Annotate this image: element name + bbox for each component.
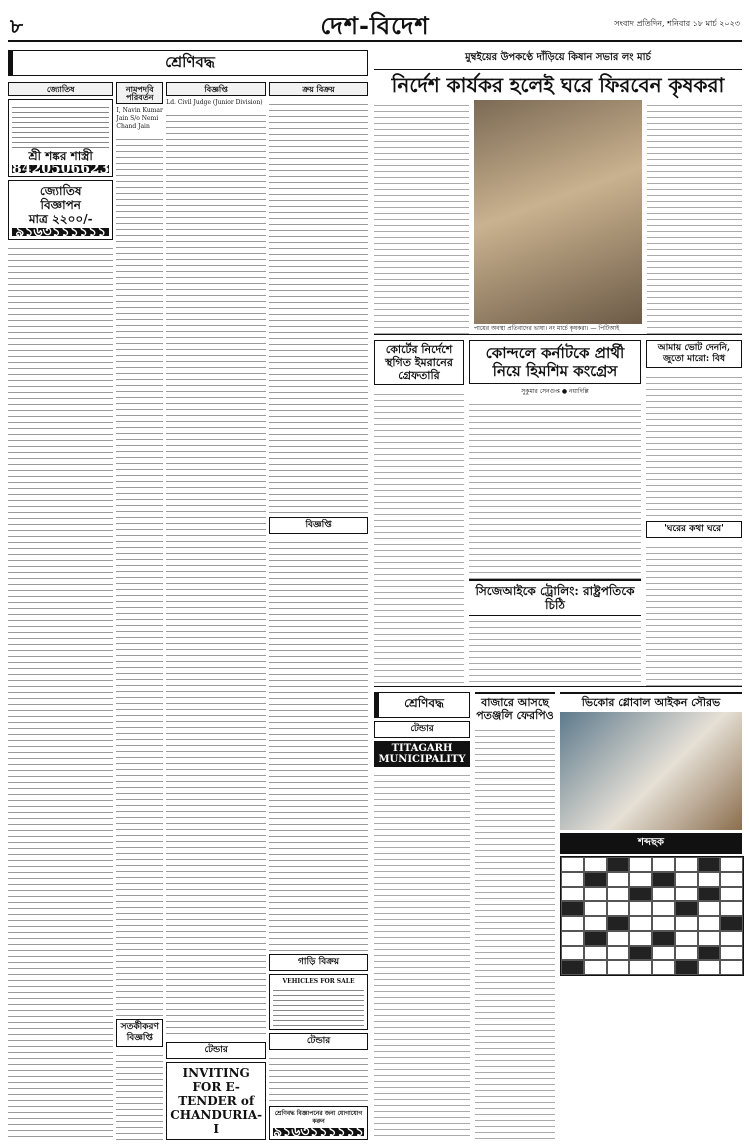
classified-text [8,243,113,1140]
classified-text [269,537,368,952]
tender-ad [166,1062,266,1140]
imran-headline: কোর্টের নির্দেশে স্থগিত ইমরানের গ্রেফতারি [374,340,464,385]
cji-headline: সিজেআইকে ট্রোলিং: রাষ্ট্রপতিকে চিঠি [469,579,641,616]
column-head: বিজ্ঞপ্তি [166,82,266,96]
page-number: ৮ [10,14,23,38]
third-row [374,692,742,1140]
astrologer-name: শ্রী শঙ্কর শাস্ত্রী [28,149,93,163]
crossword-label: শব্দছক [560,833,742,854]
cji-text [469,616,641,686]
classified-column-name-change [116,82,163,1140]
tender-head: টেন্ডার [166,1042,266,1059]
patanjali-headline: বাজারে আসছে পতঞ্জলি ফেরপিও [475,692,555,722]
contact-text: শ্রেণিবদ্ধ বিজ্ঞাপনের জন্য যোগাযোগ করুন [274,1110,363,1125]
page-columns [8,50,742,1140]
news-section [374,50,742,1140]
ad-text-block [12,103,109,149]
lead-text-column [647,100,742,334]
classified-text [269,1053,368,1103]
crossword-grid [560,856,744,976]
vote-headline: আমায় ভোট দেননি, জুতো মারো: বিধ [646,340,742,368]
classified-grid [8,82,368,1140]
lead-headline: নির্দেশ কার্যকর হলেই ঘরে ফিরবেন কৃষকরা [391,73,725,97]
classified-contact-ad [269,1106,368,1140]
promo-phone: ৯১৬৩১১১১১১ [12,228,109,236]
astrologer-ad [8,99,113,177]
vehicle-sale-ad [269,974,368,1030]
lead-text-column [374,100,469,334]
promo-line-2: বিজ্ঞাপন [40,198,81,212]
column-head: ক্রয় বিক্রয় [269,82,368,96]
warning-notice-head: সতর্কীকরণ বিজ্ঞপ্তি [116,1019,163,1047]
karnataka-text [469,399,641,579]
imran-story [374,340,464,686]
promo-line-3: মাত্র ২২০০/- [28,212,93,226]
classified-text [166,110,266,1039]
notice-lead: I, Navin Kumar Jain S/o Nemi Chand Jain [116,107,163,130]
lead-story [374,50,742,335]
tender-text [374,770,470,1140]
classified-section [8,50,368,1140]
ad-text-block [273,986,364,1026]
side-stories [646,340,742,686]
dateline: সংবাদ প্রতিদিন, শনিবার ১৮ মার্চ ২০২৩ [614,19,740,28]
vote-text [646,372,742,517]
classified-column-astrology [8,82,113,1140]
column-head: নামপদবি পরিবর্তন [116,82,163,104]
karnataka-story [469,340,641,686]
classified-text [116,134,163,1016]
classified-lower [374,692,470,1140]
notice-lead: Ld. Civil Judge (Junior Division) [166,99,263,106]
masthead: দেশ-বিদেশ [320,11,430,40]
lead-kicker: মুম্বইয়ের উপকণ্ঠে দাঁড়িয়ে কিষান সভার লং মার্চ [374,50,742,70]
second-row [374,340,742,687]
tender-head: টেন্ডার [269,1033,368,1050]
tender-text: INVITING FOR E-TENDER of CHANDURIA-I [170,1066,263,1136]
vehicle-sale-title: VEHICLES FOR SALE [282,978,355,985]
patanjali-story [475,692,555,1140]
vicco-story [560,692,742,1140]
astrologer-phone: 8420506623 [12,161,110,177]
karnataka-headline: কোন্দলে কর্নাটকে প্রার্থী নিয়ে হিমশিম কংগ্রেস [469,340,641,384]
vicco-headline: ভিকোর গ্লোবাল আইকন সৌরভ [560,692,742,709]
karnataka-byline: সুকুমার সেনগুপ্ত ● নয়াদিল্লি [521,388,589,395]
contact-phone: ৯১৬৩১১১১১১ [273,1124,364,1140]
lead-photo [474,100,642,334]
classified-column-notice [166,82,266,1140]
lead-body [374,100,742,334]
classified-banner: শ্রেণিবদ্ধ [8,50,368,76]
classified-text [116,1050,163,1140]
imran-text [374,389,464,686]
page-header [8,6,742,42]
home-talk-headline: 'ঘরের কথা ঘরে' [646,521,742,538]
sourav-photo [560,712,742,830]
column-head: জ্যোতিষ [8,82,113,96]
classified-column-buy-sell [269,82,368,1140]
classified-lower-banner: শ্রেণিবদ্ধ [374,692,470,718]
farmers-feet-photo [474,100,642,324]
photo-caption: পায়ের অবস্থা প্রতিবাদের ভাষা। নং মার্চে কৃষকরা। — পিটিআই [474,325,620,332]
classified-text [269,99,368,514]
patanjali-text [475,725,555,1140]
titagarh-notice: TITAGARH MUNICIPALITY [374,741,470,767]
notice-box-head: বিজ্ঞপ্তি [269,517,368,534]
tender-lower-head: টেন্ডার [374,721,470,738]
astrology-promo-ad [8,180,113,240]
vehicle-sale-head: গাড়ি বিক্রয় [269,954,368,971]
home-talk-text [646,542,742,687]
promo-line-1: জ্যোতিষ [39,184,82,198]
